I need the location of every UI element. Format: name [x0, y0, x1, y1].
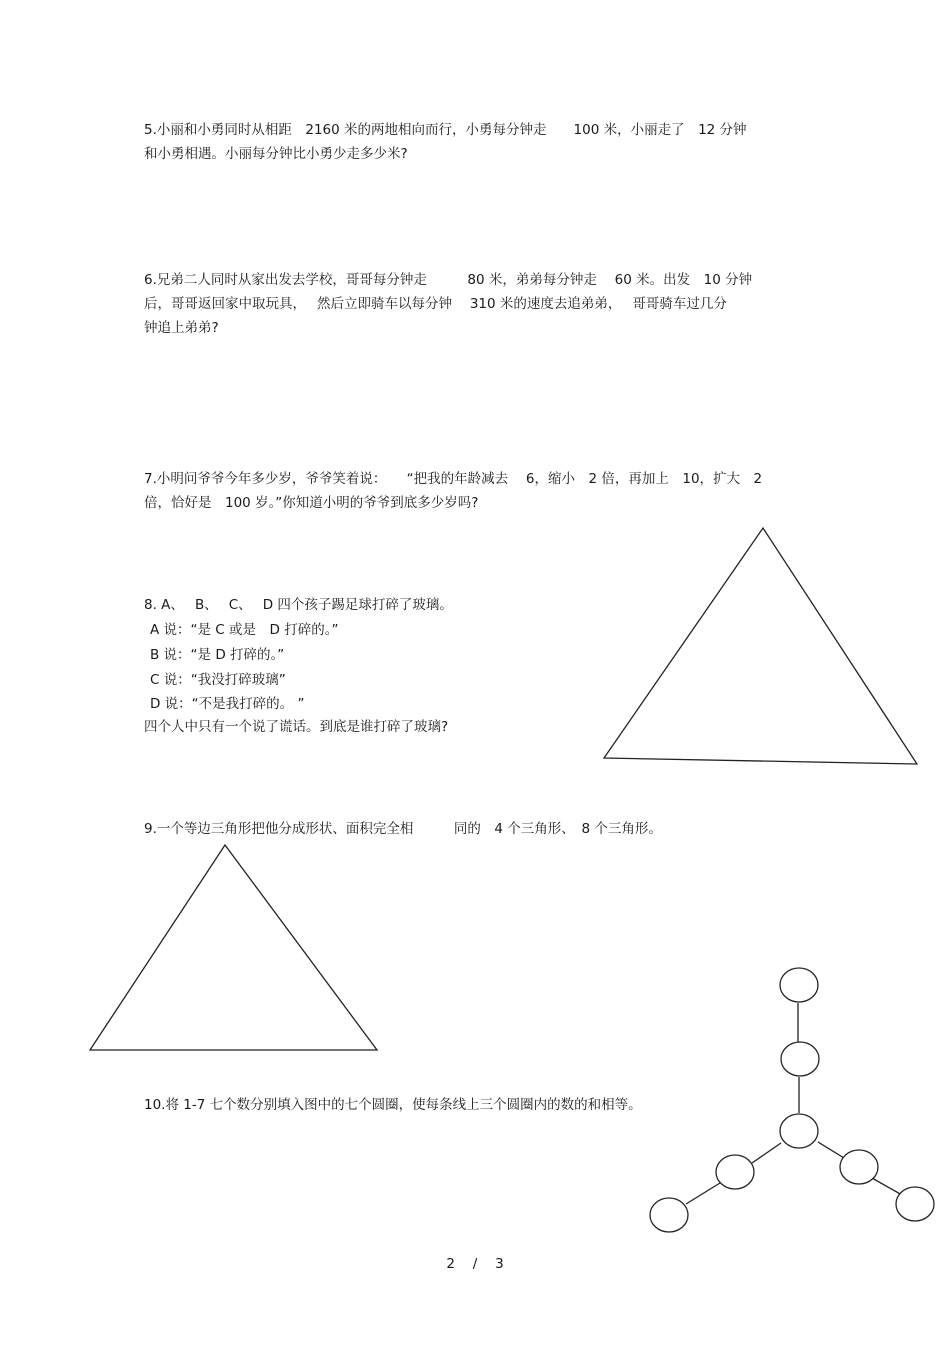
- problem-6-line-3: 钟追上弟弟?: [144, 320, 219, 336]
- problem-8-question: 四个人中只有一个说了谎话。到底是谁打碎了玻璃?: [144, 719, 449, 735]
- connector-line: [872, 1178, 902, 1195]
- circle-slot-right-inner: [840, 1150, 878, 1184]
- problem-10-line-1: 10.将 1-7 七个数分别填入图中的七个圆圈，使每条线上三个圆圈内的数的和相等。: [144, 1097, 642, 1113]
- problem-7-line-1: 7.小明问爷爷今年多少岁，爷爷笑着说： “把我的年龄减去 6，缩小 2 倍，再加上 10，扩大 2: [144, 471, 763, 487]
- equilateral-triangle-figure: [86, 842, 382, 1056]
- page-number: 2 / 3: [446, 1256, 504, 1272]
- problem-8-statement-d: D 说：“不是我打碎的。 ”: [150, 696, 305, 712]
- circle-slot-left-inner: [716, 1155, 754, 1189]
- problem-8-statement-b: B 说：“是 D 打碎的。”: [150, 647, 285, 663]
- problem-8-statement-a: A 说：“是 C 或是 D 打碎的。”: [150, 622, 339, 638]
- problem-8-line-1: 8. A、 B、 C、 D 四个孩子踢足球打碎了玻璃。: [144, 597, 453, 613]
- problem-8-statement-c: C 说：“我没打碎玻璃”: [150, 672, 286, 688]
- circle-slot-left-outer: [650, 1198, 688, 1232]
- problem-5-line-2: 和小勇相遇。小丽每分钟比小勇少走多少米?: [144, 146, 408, 162]
- triangle-outline: [604, 528, 917, 764]
- circle-slot-top: [780, 968, 818, 1002]
- connector-line: [818, 1142, 844, 1158]
- connector-line: [752, 1143, 781, 1163]
- problem-6-line-2: 后，哥哥返回家中取玩具， 然后立即骑车以每分钟 310 米的速度去追弟弟， 哥哥骑车过几分: [144, 296, 727, 312]
- circle-slot-center: [780, 1114, 818, 1148]
- triangle-figure-right: [600, 525, 922, 770]
- connector-line: [686, 1183, 720, 1204]
- problem-9-line-1: 9.一个等边三角形把他分成形状、面积完全相 同的 4 个三角形、 8 个三角形。: [144, 821, 662, 837]
- circle-slot-upper: [781, 1042, 819, 1076]
- problem-7-line-2: 倍，恰好是 100 岁。”你知道小明的爷爷到底多少岁吗?: [144, 495, 479, 511]
- problem-6-line-1: 6.兄弟二人同时从家出发去学校，哥哥每分钟走 80 米，弟弟每分钟走 60 米。出发 10 分钟: [144, 272, 753, 288]
- equilateral-triangle-outline: [90, 845, 377, 1050]
- problem-5-line-1: 5.小丽和小勇同时从相距 2160 米的两地相向而行，小勇每分钟走 100 米，小丽走了 12 分钟: [144, 122, 747, 138]
- seven-circle-diagram: [640, 960, 940, 1240]
- circle-slot-right-outer: [896, 1187, 934, 1221]
